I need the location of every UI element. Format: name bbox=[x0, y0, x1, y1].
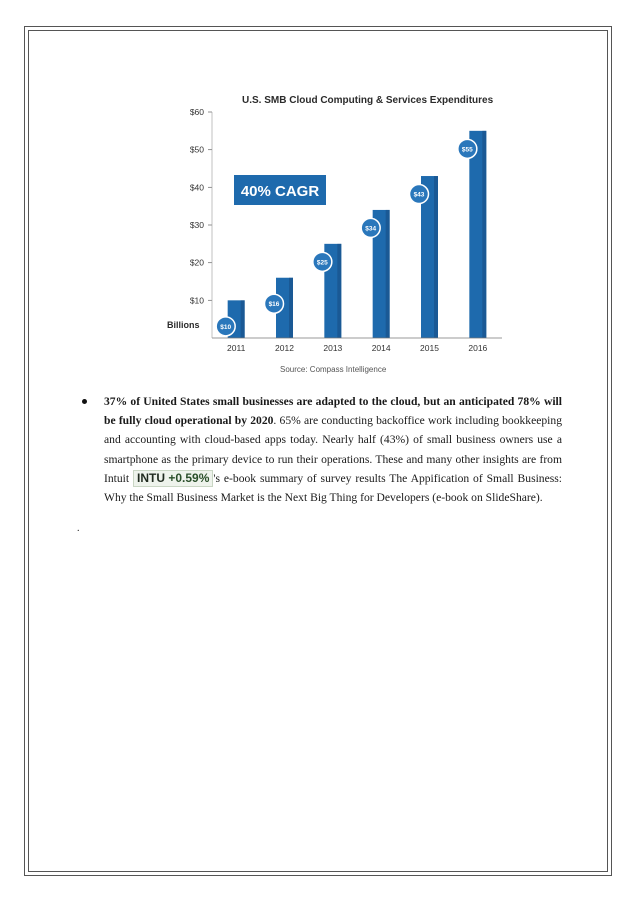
chart-title: U.S. SMB Cloud Computing & Services Expenditures bbox=[242, 95, 494, 106]
y-tick-label: $30 bbox=[189, 220, 204, 230]
x-tick-label: 2015 bbox=[420, 343, 439, 353]
value-label: $16 bbox=[268, 301, 280, 309]
cagr-callout bbox=[234, 175, 326, 205]
bullet-body-text-end: 's e-book summary of survey results The Appification of Small Business: Why the Small Business Market is the Next Big Thing for Developers (e-book on SlideShare). bbox=[104, 471, 562, 505]
chart-svg bbox=[162, 76, 520, 382]
value-label: $25 bbox=[316, 259, 328, 267]
cagr-callout-text: 40% CAGR bbox=[240, 183, 320, 200]
value-label: $43 bbox=[413, 191, 425, 199]
bar-shade bbox=[337, 244, 341, 338]
ticker-symbol: INTU bbox=[137, 470, 166, 485]
value-label: $55 bbox=[461, 146, 473, 154]
x-tick-label: 2016 bbox=[468, 343, 488, 353]
stray-mark: . bbox=[77, 523, 80, 534]
chart-source: Source: Compass Intelligence bbox=[280, 365, 387, 374]
expenditures-chart bbox=[162, 76, 520, 382]
bullet-bold-text: 37% of United States small businesses are adapted to the cloud, but an anticipated 78% will be fully cloud operational by 2020 bbox=[104, 395, 562, 428]
bar-shade bbox=[289, 278, 293, 338]
y-tick-label: $60 bbox=[189, 107, 204, 117]
y-tick-label: $20 bbox=[189, 257, 204, 268]
x-tick-label: 2014 bbox=[371, 343, 391, 353]
y-axis-label: Billions bbox=[167, 320, 200, 330]
bullet-paragraph bbox=[104, 392, 562, 507]
bullet-item bbox=[82, 392, 562, 507]
y-tick-label: $50 bbox=[189, 144, 204, 155]
value-label: $34 bbox=[365, 225, 377, 233]
bar-shade bbox=[386, 210, 390, 338]
x-tick-label: 2011 bbox=[227, 343, 246, 353]
ticker-change: +0.59% bbox=[168, 470, 210, 485]
bar-shade bbox=[482, 131, 486, 338]
value-label: $10 bbox=[220, 323, 232, 331]
y-tick-label: $10 bbox=[189, 295, 204, 306]
x-tick-label: 2013 bbox=[323, 343, 343, 353]
x-tick-label: 2012 bbox=[275, 343, 294, 353]
y-tick-label: $40 bbox=[189, 182, 204, 193]
bullet-body-text: . 65% are conducting backoffice work including bookkeeping and accounting with cloud-based apps today. Nearly half (43%) of small business owners use a smartphone as the primary device to run their operations. These and many other insights are from Intuit bbox=[104, 414, 562, 485]
bar-shade bbox=[241, 300, 245, 338]
stock-ticker-badge[interactable] bbox=[133, 470, 213, 487]
bullet-point-icon bbox=[82, 399, 87, 404]
bar-shade bbox=[434, 176, 438, 338]
